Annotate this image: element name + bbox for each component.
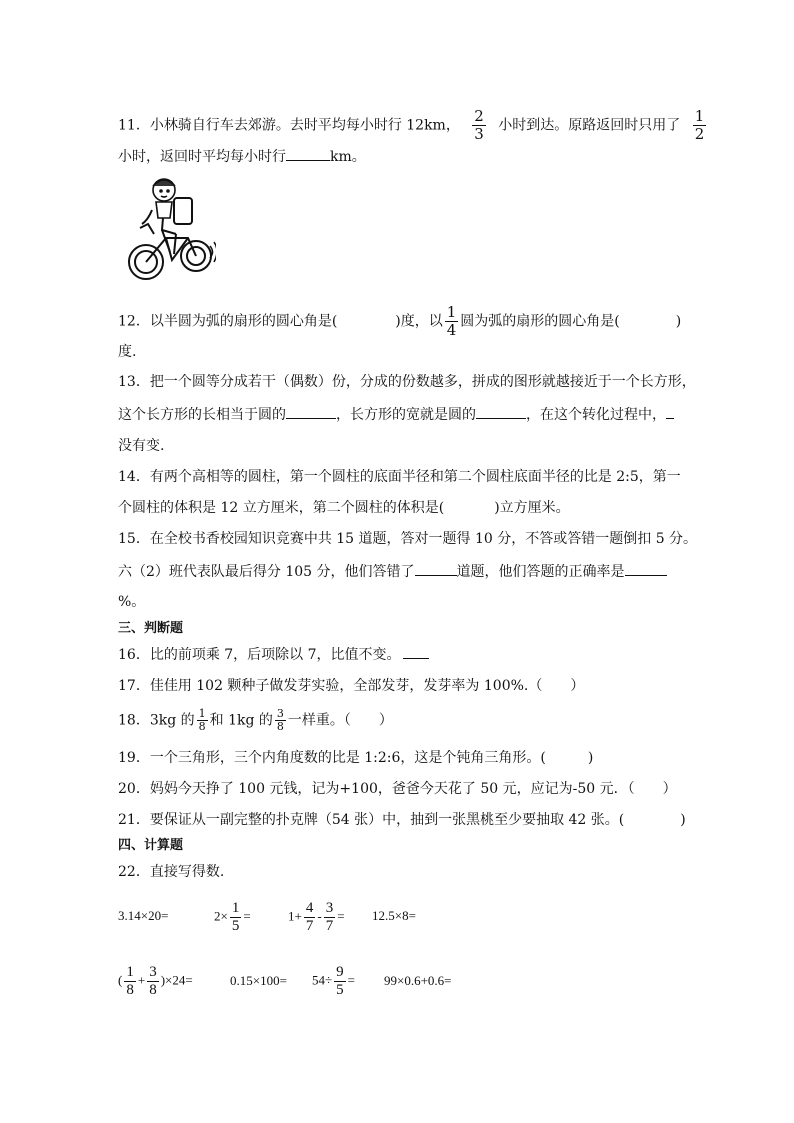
q12-fraction: $\frac{1}{4}$ [446,303,457,339]
q13-text-b: ，长方形的宽就是圆的 [336,407,476,423]
q18-text-b: 和 1kg 的 [209,712,273,729]
q11-text-c: 小时，返回时平均每小时行 [118,149,286,165]
answer-blank[interactable] [666,404,674,419]
q14-line2 [118,498,570,518]
q13-text-a: 这个长方形的长相当于圆的 [118,407,286,423]
q14-line1: 14．有两个高相等的圆柱，第一个圆柱的底面半径和第二个圆柱底面半径的比是 2:5，第一 [118,469,681,485]
q12-text-c: 圆为弧的扇形的圆心角是( [460,313,620,330]
q22: 22．直接写得数. [118,864,225,880]
answer-blank[interactable] [625,561,667,576]
calc-expr-8: 99×0.6+0.6= [384,973,452,988]
q15-text-b: 道题，他们答题的正确率是 [456,564,625,580]
q11-text-d: km。 [330,149,366,165]
q11-text-a: 11．小林骑自行车去郊游。去时平均每小时行 12km， [118,117,460,134]
calc-expr-2: 2× $\frac{1}{5}$ = [214,900,251,934]
q12-text-d: ) [675,313,682,330]
q13-text-c: ，在这个转化过程中， [526,407,666,423]
q12-line2: 度. [118,344,137,360]
calc-expr-6: 0.15×100= [230,973,287,988]
answer-blank[interactable] [403,644,429,659]
q12-text-a: 12．以半圆为弧的扇形的圆心角是( [118,313,338,330]
q15-line1: 15．在全校书香校园知识竞赛中共 15 道题，答对一题得 10 分，不答或答错一题倒扣 5 分。 [118,531,698,547]
q13-line1: 13．把一个圆等分成若干（偶数）份，分成的份数越多，拼成的图形就越接近于一个长方形， [118,374,696,390]
q18-fraction-1: $\frac{1}{8}$ [198,707,206,733]
calc-expr-5: ( $\frac{1}{8}$ + $\frac{3}{8}$ )×24= [118,964,193,998]
q16-text: 16．比的前项乘 7，后项除以 7，比值不变。 [118,647,401,663]
q18 [118,708,393,733]
section-heading-judgement: 三、判断题 [118,621,184,636]
q17: 17．佳佳用 102 颗种子做发芽实验，全部发芽，发芽率为 100%.（ ） [118,678,585,694]
q14-text-b: )立方厘米。 [494,500,570,516]
q13-line2 [118,404,674,425]
q18-text-a: 18．3kg 的 [118,712,195,729]
calc-expr-3: 1+ $\frac{4}{7}$ - $\frac{3}{7}$ = [288,900,345,934]
q12-text-b: )度，以 [395,313,443,330]
answer-blank[interactable] [476,404,526,419]
calc-expr-1: 3.14×20= [118,908,169,923]
q18-fraction-2: $\frac{3}{8}$ [276,707,284,733]
q12-line1 [118,304,681,339]
q21: 21．要保证从一副完整的扑克牌（54 张）中，抽到一张黑桃至少要抽取 42 张。( ) [118,812,686,828]
q15-line3: %。 [118,594,146,610]
answer-blank[interactable] [286,146,330,161]
q13-line3: 没有变. [118,438,165,454]
q18-text-c: 一样重。（ ） [287,712,393,729]
q11-text-b: 小时到达。原路返回时只用了 [498,117,681,134]
q15-text-a: 六（2）班代表队最后得分 105 分，他们答错了 [118,564,415,580]
answer-blank[interactable] [286,404,336,419]
q11-fraction-2: $\frac{1}{2}$ [694,107,705,143]
q14-text-a: 个圆柱的体积是 12 立方厘米，第二个圆柱的体积是( [118,500,445,516]
q19: 19．一个三角形，三个内角度数的比是 1:2:6，这是个钝角三角形。( ) [118,750,594,766]
section-heading-calculation: 四、计算题 [118,838,184,853]
q11-line2 [118,146,366,167]
calc-expr-7: 54÷ $\frac{9}{5}$ = [312,964,355,998]
boy-on-bicycle-illustration [126,172,216,284]
q20: 20．妈妈今天挣了 100 元钱，记为+100，爸爸今天花了 50 元，应记为-50 元．（ ） [118,781,677,797]
calc-expr-4: 12.5×8= [372,908,416,923]
q16 [118,644,429,665]
q15-line2 [118,561,667,582]
q11-fraction-1: $\frac{2}{3}$ [474,107,484,143]
answer-blank[interactable] [415,561,457,576]
q11-line1 [118,108,708,143]
